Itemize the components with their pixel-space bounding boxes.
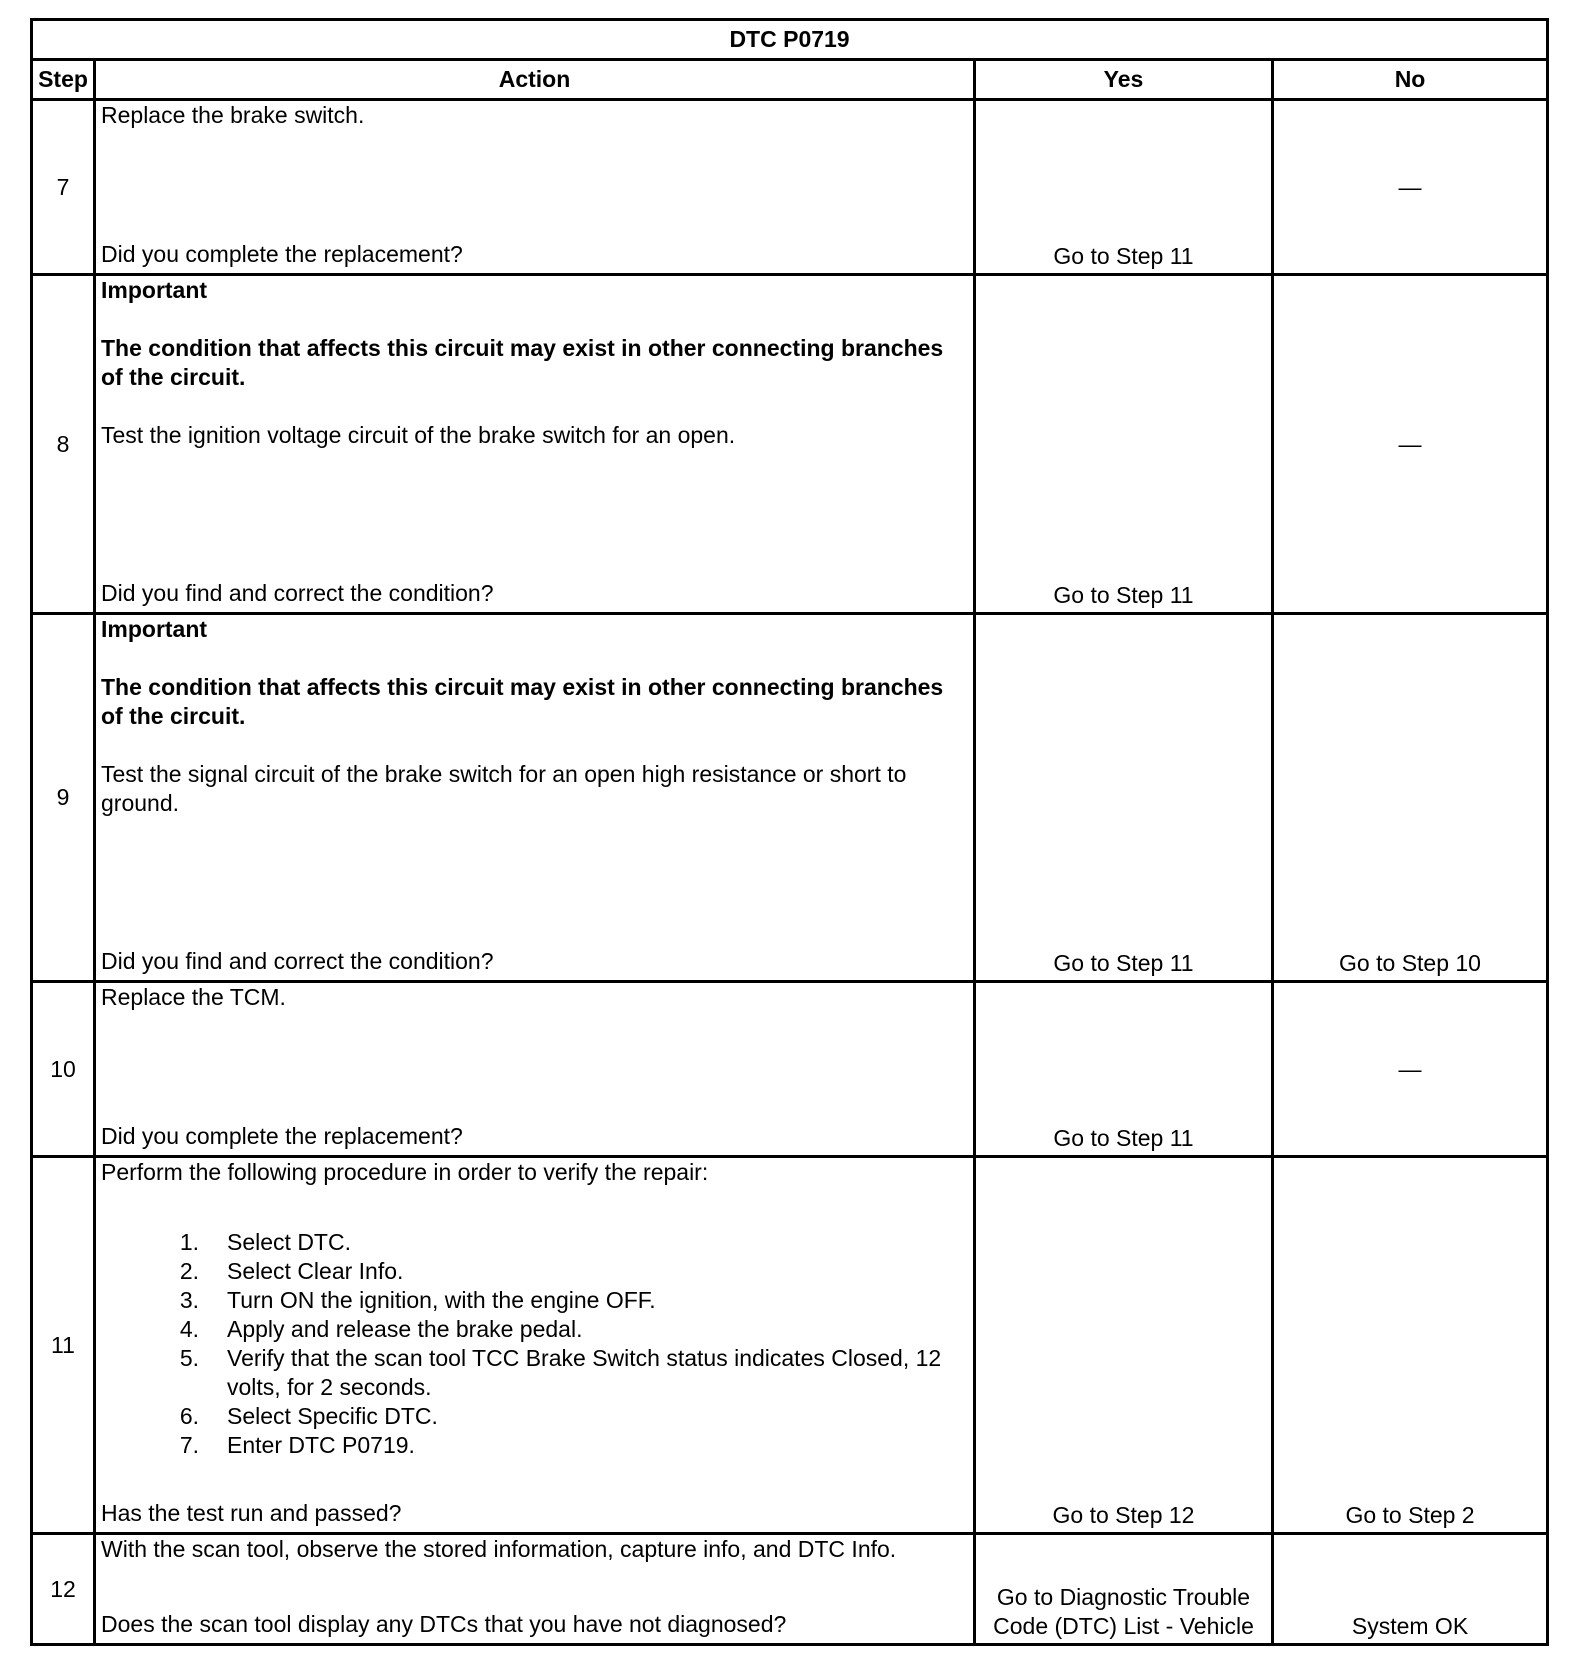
action-question: Did you complete the replacement? xyxy=(101,241,463,267)
action-instruction: Replace the TCM. xyxy=(101,984,286,1010)
action-question: Did you complete the replacement? xyxy=(101,1123,463,1149)
no-cell: Go to Step 2 xyxy=(1273,1157,1548,1534)
important-label: Important xyxy=(101,277,208,303)
list-item: 1. Select DTC. xyxy=(179,1229,351,1255)
action-question: Has the test run and passed? xyxy=(101,1500,402,1526)
step-number: 10 xyxy=(32,982,95,1157)
table-row xyxy=(32,100,1548,275)
table-row xyxy=(32,1157,1548,1534)
step-number: 11 xyxy=(32,1157,95,1534)
no-cell: — xyxy=(1273,100,1548,275)
yes-cell: Go to Diagnostic Trouble Code (DTC) List - Vehicle xyxy=(975,1534,1273,1645)
table-row xyxy=(32,1534,1548,1645)
yes-cell: Go to Step 11 xyxy=(975,100,1273,275)
yes-cell: Go to Step 11 xyxy=(975,275,1273,614)
important-label: Important xyxy=(101,616,208,642)
table-title-row xyxy=(32,20,1548,60)
procedure-list xyxy=(101,1228,967,1460)
list-item: 4. Apply and release the brake pedal. xyxy=(179,1316,583,1342)
no-cell: — xyxy=(1273,982,1548,1157)
action-cell xyxy=(95,982,975,1157)
list-item: 2. Select Clear Info. xyxy=(179,1258,404,1284)
action-question: Did you find and correct the condition? xyxy=(101,580,494,606)
action-cell xyxy=(95,275,975,614)
important-note: The condition that affects this circuit may exist in other connecting branches of the circuit. xyxy=(101,674,944,729)
action-instruction: Test the ignition voltage circuit of the brake switch for an open. xyxy=(101,422,736,448)
action-instruction: Test the signal circuit of the brake switch for an open high resistance or short to ground. xyxy=(101,761,907,816)
yes-cell: Go to Step 12 xyxy=(975,1157,1273,1534)
header-yes: Yes xyxy=(975,60,1273,100)
header-step: Step xyxy=(32,60,95,100)
action-instruction: Replace the brake switch. xyxy=(101,102,365,128)
list-item: 6. Select Specific DTC. xyxy=(179,1403,438,1429)
yes-cell: Go to Step 11 xyxy=(975,614,1273,982)
action-cell xyxy=(95,1534,975,1645)
table-title: DTC P0719 xyxy=(32,20,1548,60)
dtc-table xyxy=(30,18,1549,1646)
action-cell xyxy=(95,100,975,275)
action-instruction: With the scan tool, observe the stored information, capture info, and DTC Info. xyxy=(101,1536,897,1562)
yes-cell: Go to Step 11 xyxy=(975,982,1273,1157)
action-question: Did you find and correct the condition? xyxy=(101,948,494,974)
table-row xyxy=(32,275,1548,614)
step-number: 9 xyxy=(32,614,95,982)
no-cell: Go to Step 10 xyxy=(1273,614,1548,982)
header-action: Action xyxy=(95,60,975,100)
header-no: No xyxy=(1273,60,1548,100)
list-item: 7. Enter DTC P0719. xyxy=(179,1432,415,1458)
table-row xyxy=(32,614,1548,982)
no-cell: System OK xyxy=(1273,1534,1548,1645)
important-note: The condition that affects this circuit may exist in other connecting branches of the circuit. xyxy=(101,335,944,390)
action-cell xyxy=(95,1157,975,1534)
action-cell xyxy=(95,614,975,982)
list-item: 5. Verify that the scan tool TCC Brake Switch status indicates Closed, 12 volts, for 2 seconds. xyxy=(179,1345,942,1400)
action-instruction: Perform the following procedure in order to verify the repair: xyxy=(101,1159,709,1185)
step-number: 12 xyxy=(32,1534,95,1645)
no-cell: — xyxy=(1273,275,1548,614)
header-row xyxy=(32,60,1548,100)
step-number: 7 xyxy=(32,100,95,275)
action-question: Does the scan tool display any DTCs that you have not diagnosed? xyxy=(101,1611,787,1637)
table-row xyxy=(32,982,1548,1157)
list-item: 3. Turn ON the ignition, with the engine OFF. xyxy=(179,1287,656,1313)
step-number: 8 xyxy=(32,275,95,614)
